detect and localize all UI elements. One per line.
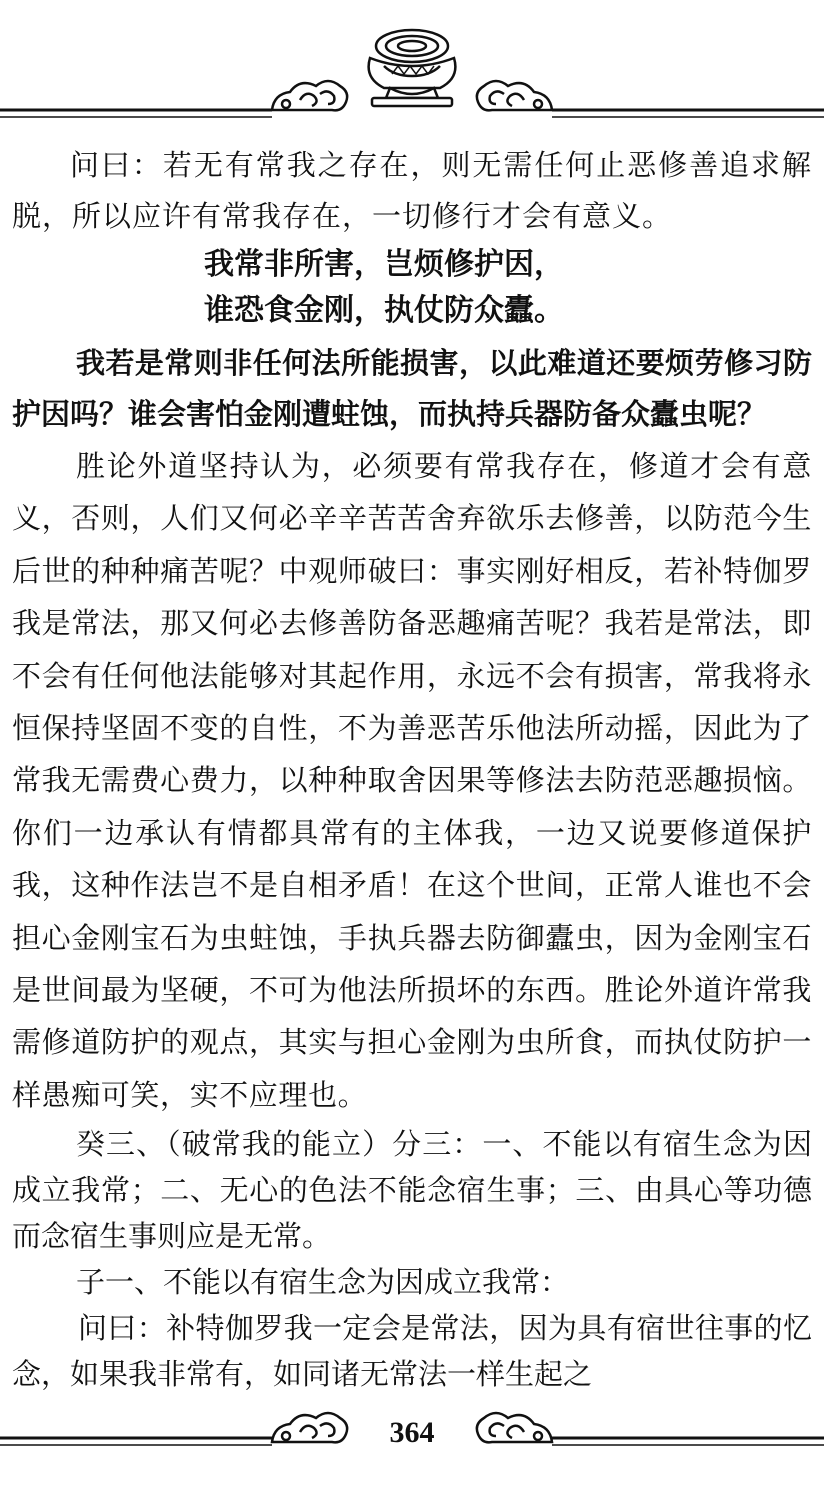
verse-line-1: 我常非所害，岂烦修护因， — [204, 247, 564, 282]
header-rule-left — [0, 110, 272, 117]
footer-rule-left — [0, 1438, 272, 1445]
question-next: 问曰：补特伽罗我一定会是常法，因为具有宿世往事的忆念，如果我非常有，如同诸无常法一样生起之 — [12, 1311, 812, 1392]
cloud-ornament-right-icon — [477, 81, 552, 110]
subsection-heading: 子一、不能以有宿生念为因成立我常： — [76, 1265, 570, 1300]
question-intro: 问曰：若无有常我之存在，则无需任何止恶修善追求解脱，所以应许有常我存在，一切修行才会有意义。 — [12, 148, 812, 233]
footer-cloud-left-icon — [272, 1413, 347, 1442]
verse-line-2: 谁恐食金刚，执仗防众蠹。 — [204, 293, 564, 328]
section-heading: 癸三、（破常我的能立）分三：一、不能以有宿生念为因成立我常；二、无心的色法不能念宿生事；三、由具心等功德而念宿生事则应是无常。 — [12, 1127, 812, 1254]
lotus-vase-icon — [369, 30, 456, 106]
commentary-paragraph: 胜论外道坚持认为，必须要有常我存在，修道才会有意义，否则，人们又何必辛辛苦苦舍弃欲乐去修善，以防范今生后世的种种痛苦呢？中观师破曰：事实刚好相反，若补特伽罗我是常法，那又何必去修善防备恶趣痛苦呢？我若是常法，即不会有任何他法能够对其起作用，永远不会有损害，常我将永恒保持坚固不变的自性，不为善恶苦乐他法所动摇，因此为了常我无需费心费力，以种种取舍因果等修法去防范恶趣损恼。你们一边承认有情都具常有的主体我，一边又说要修道保护我，这种作法岂不是自相矛盾！在这个世间，正常人谁也不会担心金刚宝石为虫蛀蚀，手执兵器去防御蠹虫，因为金刚宝石是世间最为坚硬，不可为他法所损坏的东西。胜论外道许常我需修道防护的观点，其实与担心金刚为虫所食，而执仗防护一样愚痴可笑，实不应理也。 — [12, 449, 812, 1112]
footer-cloud-right-icon — [477, 1413, 552, 1442]
footer-rule-right — [552, 1438, 824, 1445]
page-body — [12, 140, 812, 1397]
cloud-ornament-left-icon — [272, 81, 347, 110]
header-ornament — [0, 0, 824, 130]
verse-translation: 我若是常则非任何法所能损害，以此难道还要烦劳修习防护因吗？谁会害怕金刚遭蛀蚀，而执持兵器防备众蠹虫呢？ — [12, 346, 812, 431]
header-rule-right — [552, 110, 824, 117]
page-number: 364 — [389, 1416, 435, 1449]
